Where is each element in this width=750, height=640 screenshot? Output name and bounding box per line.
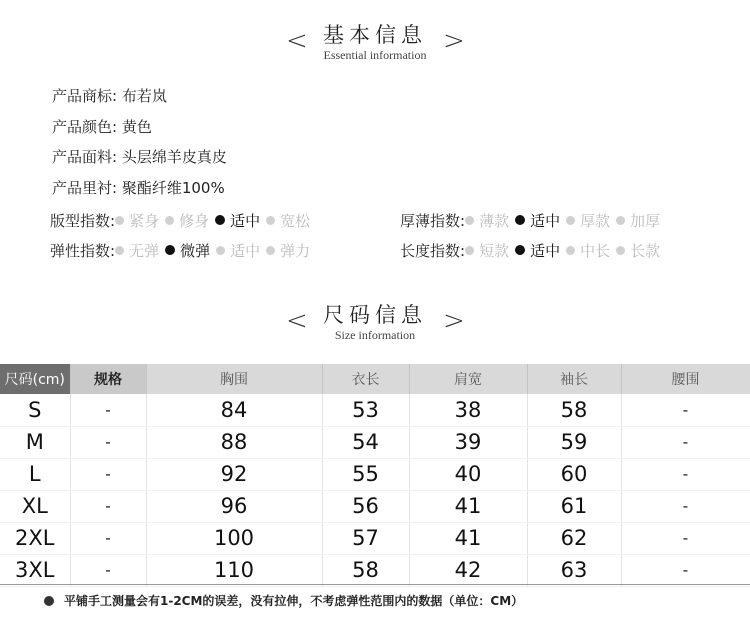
table-cell: - (70, 394, 146, 426)
table-cell: 40 (409, 458, 527, 490)
table-cell: 55 (322, 458, 409, 490)
index-option (165, 212, 209, 230)
dot-icon (566, 216, 575, 225)
index-option-label: 加厚 (630, 212, 661, 230)
table-cell: 88 (146, 426, 322, 458)
dot-icon (115, 216, 124, 225)
table-cell: 63 (527, 554, 621, 586)
dot-icon (115, 246, 124, 255)
index-option-label: 无弹 (129, 242, 160, 260)
field-value: 头层绵羊皮真皮 (121, 148, 227, 166)
table-row (0, 490, 750, 522)
column-header: 衣长 (322, 364, 409, 394)
dot-icon (266, 246, 275, 255)
index-option-label: 中长 (580, 242, 611, 260)
table-cell: L (0, 458, 70, 490)
index-option-label: 长款 (630, 242, 661, 260)
table-cell: - (621, 426, 750, 458)
table-cell: 59 (527, 426, 621, 458)
size-info-subtitle: Size information (334, 328, 416, 342)
size-info-header (0, 302, 750, 342)
dot-icon (616, 246, 625, 255)
column-header: 肩宽 (409, 364, 527, 394)
table-cell: 84 (146, 394, 322, 426)
field-value: 聚酯纤维100% (121, 179, 225, 197)
table-cell: 92 (146, 458, 322, 490)
dot-icon (465, 246, 474, 255)
table-cell: - (70, 490, 146, 522)
index-option (115, 242, 159, 260)
index-option (616, 212, 660, 230)
table-row (0, 394, 750, 426)
table-cell: - (621, 554, 750, 586)
index-options (115, 212, 316, 230)
index-option-label: 修身 (179, 212, 210, 230)
index-options (115, 242, 316, 260)
index-label: 厚薄指数: (400, 212, 466, 230)
size-info-title: 尺码信息 (323, 303, 427, 327)
dot-icon (216, 246, 225, 255)
dot-icon (266, 216, 275, 225)
field-brand (52, 86, 167, 106)
table-cell: 58 (527, 394, 621, 426)
selected-dot-icon (515, 245, 525, 255)
index-option-label: 厚款 (580, 212, 611, 230)
column-header: 腰围 (621, 364, 750, 394)
index-option (216, 242, 260, 260)
table-row (0, 426, 750, 458)
index-options (465, 212, 666, 230)
column-header: 袖长 (527, 364, 621, 394)
column-header: 尺码(cm) (0, 364, 70, 394)
index-option-label: 微弹 (180, 242, 211, 260)
table-cell: - (621, 522, 750, 554)
dot-icon (616, 216, 625, 225)
index-option-label: 适中 (530, 242, 561, 260)
index-option (515, 242, 560, 260)
index-option (215, 212, 260, 230)
field-value: 布若岚 (121, 87, 167, 105)
table-cell: 54 (322, 426, 409, 458)
table-cell: 100 (146, 522, 322, 554)
basic-info-subtitle: Essential information (323, 48, 427, 62)
table-cell: 57 (322, 522, 409, 554)
chevron-right-icon: > (443, 306, 465, 336)
table-cell: 39 (409, 426, 527, 458)
index-options (465, 242, 666, 260)
elasticity-index (50, 241, 316, 261)
table-cell: 60 (527, 458, 621, 490)
field-value: 黄色 (121, 118, 152, 136)
table-row (0, 554, 750, 586)
index-option-label: 弹力 (280, 242, 311, 260)
index-label: 版型指数: (50, 212, 116, 230)
column-header: 胸围 (146, 364, 322, 394)
index-option-label: 适中 (230, 212, 261, 230)
table-cell: - (70, 458, 146, 490)
table-cell: XL (0, 490, 70, 522)
field-label: 产品颜色: (52, 118, 118, 136)
dot-icon (165, 216, 174, 225)
column-header: 规格 (70, 364, 146, 394)
chevron-right-icon: > (443, 26, 465, 56)
field-lining (52, 178, 225, 198)
measurement-note (44, 593, 523, 609)
table-row (0, 458, 750, 490)
index-label: 长度指数: (400, 242, 466, 260)
table-cell: M (0, 426, 70, 458)
index-option-label: 适中 (530, 212, 561, 230)
index-option-label: 紧身 (129, 212, 160, 230)
field-fabric (52, 147, 227, 167)
index-option (165, 242, 210, 260)
table-row (0, 522, 750, 554)
table-cell: - (70, 426, 146, 458)
chevron-left-icon: < (286, 26, 308, 56)
table-cell: 56 (322, 490, 409, 522)
table-cell: 42 (409, 554, 527, 586)
table-cell: 61 (527, 490, 621, 522)
index-option (616, 242, 660, 260)
basic-info-header (0, 22, 750, 62)
table-cell: 41 (409, 522, 527, 554)
table-cell: 62 (527, 522, 621, 554)
table-cell: - (70, 522, 146, 554)
fit-index (50, 211, 316, 231)
index-option (266, 212, 310, 230)
index-option-label: 短款 (479, 242, 510, 260)
table-cell: 110 (146, 554, 322, 586)
index-option (515, 212, 560, 230)
size-table-header-row (0, 364, 750, 394)
index-option (465, 212, 509, 230)
index-option (566, 212, 610, 230)
field-color (52, 117, 152, 137)
field-label: 产品商标: (52, 87, 118, 105)
note-text: 平铺手工测量会有1-2CM的误差，没有拉伸，不考虑弹性范围内的数据（单位：CM） (64, 594, 524, 608)
index-option-label: 宽松 (280, 212, 311, 230)
table-cell: 2XL (0, 522, 70, 554)
divider (0, 584, 750, 585)
size-table-body (0, 394, 750, 586)
index-option (266, 242, 310, 260)
index-option-label: 适中 (230, 242, 261, 260)
index-option (566, 242, 610, 260)
selected-dot-icon (165, 245, 175, 255)
table-cell: - (70, 554, 146, 586)
field-label: 产品面料: (52, 148, 118, 166)
chevron-left-icon: < (286, 306, 308, 336)
index-option-label: 薄款 (479, 212, 510, 230)
bullet-icon (44, 596, 54, 606)
index-option (115, 212, 159, 230)
table-cell: 58 (322, 554, 409, 586)
table-cell: 38 (409, 394, 527, 426)
table-cell: 3XL (0, 554, 70, 586)
table-cell: 96 (146, 490, 322, 522)
length-index (400, 241, 666, 261)
table-cell: 41 (409, 490, 527, 522)
table-cell: S (0, 394, 70, 426)
dot-icon (465, 216, 474, 225)
size-table (0, 364, 750, 587)
field-label: 产品里衬: (52, 179, 118, 197)
dot-icon (566, 246, 575, 255)
selected-dot-icon (215, 215, 225, 225)
table-cell: - (621, 394, 750, 426)
table-cell: - (621, 490, 750, 522)
thickness-index (400, 211, 666, 231)
selected-dot-icon (515, 215, 525, 225)
table-cell: - (621, 458, 750, 490)
basic-info-title: 基本信息 (323, 23, 427, 47)
index-option (465, 242, 509, 260)
table-cell: 53 (322, 394, 409, 426)
index-label: 弹性指数: (50, 242, 116, 260)
